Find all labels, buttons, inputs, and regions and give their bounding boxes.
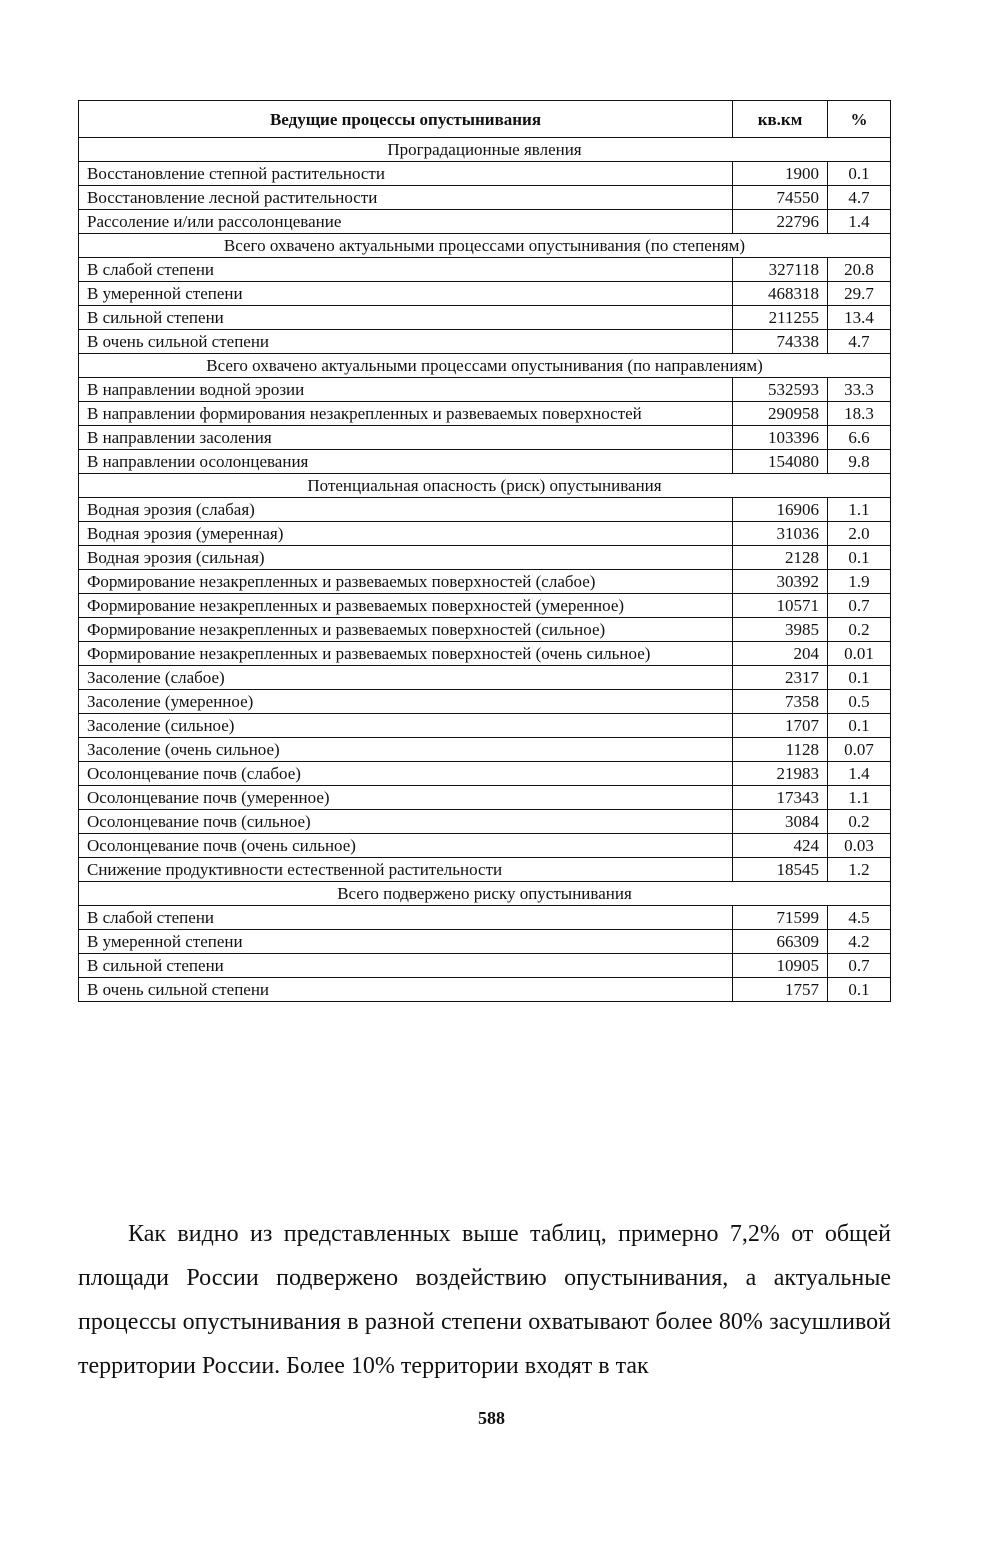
section-header-row <box>79 474 891 498</box>
percent-cell: 4.5 <box>828 906 891 930</box>
percent-cell: 4.7 <box>828 186 891 210</box>
table-row <box>79 618 891 642</box>
area-cell: 3084 <box>733 810 828 834</box>
area-cell: 468318 <box>733 282 828 306</box>
table-header-row <box>79 101 891 138</box>
table-row <box>79 690 891 714</box>
process-name-cell: В сильной степени <box>79 306 733 330</box>
process-name-cell: В сильной степени <box>79 954 733 978</box>
table-row <box>79 762 891 786</box>
section-header-row <box>79 138 891 162</box>
percent-cell: 0.07 <box>828 738 891 762</box>
section-title: Всего подвержено риску опустынивания <box>79 882 891 906</box>
table-row <box>79 594 891 618</box>
table-row <box>79 570 891 594</box>
header-processes: Ведущие процессы опустынивания <box>79 101 733 138</box>
section-title: Всего охвачено актуальными процессами опустынивания (по направлениям) <box>79 354 891 378</box>
table-row <box>79 714 891 738</box>
percent-cell: 33.3 <box>828 378 891 402</box>
percent-cell: 4.7 <box>828 330 891 354</box>
percent-cell: 0.2 <box>828 810 891 834</box>
process-name-cell: Засоление (сильное) <box>79 714 733 738</box>
area-cell: 1707 <box>733 714 828 738</box>
section-header-row <box>79 234 891 258</box>
process-name-cell: Осолонцевание почв (очень сильное) <box>79 834 733 858</box>
area-cell: 74550 <box>733 186 828 210</box>
table-row <box>79 498 891 522</box>
table-body <box>79 138 891 1002</box>
process-name-cell: Восстановление степной растительности <box>79 162 733 186</box>
table-row <box>79 858 891 882</box>
percent-cell: 13.4 <box>828 306 891 330</box>
percent-cell: 0.1 <box>828 546 891 570</box>
area-cell: 532593 <box>733 378 828 402</box>
area-cell: 16906 <box>733 498 828 522</box>
process-name-cell: Водная эрозия (сильная) <box>79 546 733 570</box>
table-row <box>79 546 891 570</box>
area-cell: 211255 <box>733 306 828 330</box>
table-row <box>79 906 891 930</box>
page-number: 588 <box>478 1408 505 1428</box>
process-name-cell: Восстановление лесной растительности <box>79 186 733 210</box>
percent-cell: 29.7 <box>828 282 891 306</box>
process-name-cell: Засоление (умеренное) <box>79 690 733 714</box>
area-cell: 21983 <box>733 762 828 786</box>
table-row <box>79 426 891 450</box>
table-row <box>79 666 891 690</box>
percent-cell: 1.2 <box>828 858 891 882</box>
percent-cell: 0.7 <box>828 954 891 978</box>
percent-cell: 2.0 <box>828 522 891 546</box>
area-cell: 204 <box>733 642 828 666</box>
table-row <box>79 258 891 282</box>
area-cell: 424 <box>733 834 828 858</box>
table-row <box>79 954 891 978</box>
percent-cell: 9.8 <box>828 450 891 474</box>
header-area: кв.км <box>733 101 828 138</box>
table-row <box>79 786 891 810</box>
area-cell: 2128 <box>733 546 828 570</box>
area-cell: 1128 <box>733 738 828 762</box>
process-name-cell: В направлении осолонцевания <box>79 450 733 474</box>
process-name-cell: Водная эрозия (слабая) <box>79 498 733 522</box>
section-title: Потенциальная опасность (риск) опустынивания <box>79 474 891 498</box>
process-name-cell: В умеренной степени <box>79 930 733 954</box>
table-row <box>79 810 891 834</box>
table-row <box>79 522 891 546</box>
table-row <box>79 642 891 666</box>
area-cell: 327118 <box>733 258 828 282</box>
percent-cell: 18.3 <box>828 402 891 426</box>
process-name-cell: Осолонцевание почв (сильное) <box>79 810 733 834</box>
percent-cell: 0.1 <box>828 978 891 1002</box>
area-cell: 1900 <box>733 162 828 186</box>
percent-cell: 0.2 <box>828 618 891 642</box>
percent-cell: 0.1 <box>828 162 891 186</box>
area-cell: 10905 <box>733 954 828 978</box>
table-row <box>79 450 891 474</box>
area-cell: 7358 <box>733 690 828 714</box>
percent-cell: 1.9 <box>828 570 891 594</box>
percent-cell: 4.2 <box>828 930 891 954</box>
area-cell: 22796 <box>733 210 828 234</box>
section-title: Проградационные явления <box>79 138 891 162</box>
percent-cell: 1.4 <box>828 210 891 234</box>
process-name-cell: Формирование незакрепленных и развеваемых поверхностей (сильное) <box>79 618 733 642</box>
process-name-cell: В слабой степени <box>79 258 733 282</box>
process-name-cell: В очень сильной степени <box>79 978 733 1002</box>
table-row <box>79 402 891 426</box>
process-name-cell: В очень сильной степени <box>79 330 733 354</box>
table-row <box>79 162 891 186</box>
process-name-cell: Формирование незакрепленных и развеваемых поверхностей (очень сильное) <box>79 642 733 666</box>
process-name-cell: В направлении засоления <box>79 426 733 450</box>
process-name-cell: Снижение продуктивности естественной растительности <box>79 858 733 882</box>
process-name-cell: Формирование незакрепленных и развеваемых поверхностей (слабое) <box>79 570 733 594</box>
area-cell: 154080 <box>733 450 828 474</box>
area-cell: 18545 <box>733 858 828 882</box>
process-name-cell: Засоление (слабое) <box>79 666 733 690</box>
process-name-cell: Формирование незакрепленных и развеваемых поверхностей (умеренное) <box>79 594 733 618</box>
area-cell: 74338 <box>733 330 828 354</box>
table-row <box>79 738 891 762</box>
percent-cell: 1.4 <box>828 762 891 786</box>
area-cell: 31036 <box>733 522 828 546</box>
process-name-cell: В слабой степени <box>79 906 733 930</box>
process-name-cell: Засоление (очень сильное) <box>79 738 733 762</box>
area-cell: 103396 <box>733 426 828 450</box>
percent-cell: 0.1 <box>828 666 891 690</box>
percent-cell: 1.1 <box>828 786 891 810</box>
table-row <box>79 834 891 858</box>
section-header-row <box>79 882 891 906</box>
area-cell: 30392 <box>733 570 828 594</box>
area-cell: 2317 <box>733 666 828 690</box>
area-cell: 66309 <box>733 930 828 954</box>
section-header-row <box>79 354 891 378</box>
percent-cell: 0.1 <box>828 714 891 738</box>
table-row <box>79 186 891 210</box>
body-paragraph: Как видно из представленных выше таблиц, примерно 7,2% от общей площади России подвержено воздействию опустынивания, а актуальные процессы опустынивания в разной степени охватывают более 80% засушливой территории России. Более 10% территории входят в так <box>78 1221 891 1379</box>
area-cell: 10571 <box>733 594 828 618</box>
process-name-cell: Осолонцевание почв (слабое) <box>79 762 733 786</box>
percent-cell: 1.1 <box>828 498 891 522</box>
table-row <box>79 306 891 330</box>
table-row <box>79 978 891 1002</box>
area-cell: 3985 <box>733 618 828 642</box>
table-row <box>79 282 891 306</box>
percent-cell: 6.6 <box>828 426 891 450</box>
area-cell: 290958 <box>733 402 828 426</box>
process-name-cell: В направлении формирования незакрепленных и развеваемых поверхностей <box>79 402 733 426</box>
table-row <box>79 930 891 954</box>
percent-cell: 0.01 <box>828 642 891 666</box>
table-row <box>79 330 891 354</box>
section-title: Всего охвачено актуальными процессами опустынивания (по степеням) <box>79 234 891 258</box>
area-cell: 17343 <box>733 786 828 810</box>
table-row <box>79 210 891 234</box>
desertification-table <box>78 100 891 1002</box>
process-name-cell: В направлении водной эрозии <box>79 378 733 402</box>
area-cell: 71599 <box>733 906 828 930</box>
table-row <box>79 378 891 402</box>
percent-cell: 20.8 <box>828 258 891 282</box>
process-name-cell: В умеренной степени <box>79 282 733 306</box>
process-name-cell: Рассоление и/или рассолонцевание <box>79 210 733 234</box>
percent-cell: 0.03 <box>828 834 891 858</box>
header-percent: % <box>828 101 891 138</box>
percent-cell: 0.7 <box>828 594 891 618</box>
percent-cell: 0.5 <box>828 690 891 714</box>
process-name-cell: Водная эрозия (умеренная) <box>79 522 733 546</box>
area-cell: 1757 <box>733 978 828 1002</box>
process-name-cell: Осолонцевание почв (умеренное) <box>79 786 733 810</box>
